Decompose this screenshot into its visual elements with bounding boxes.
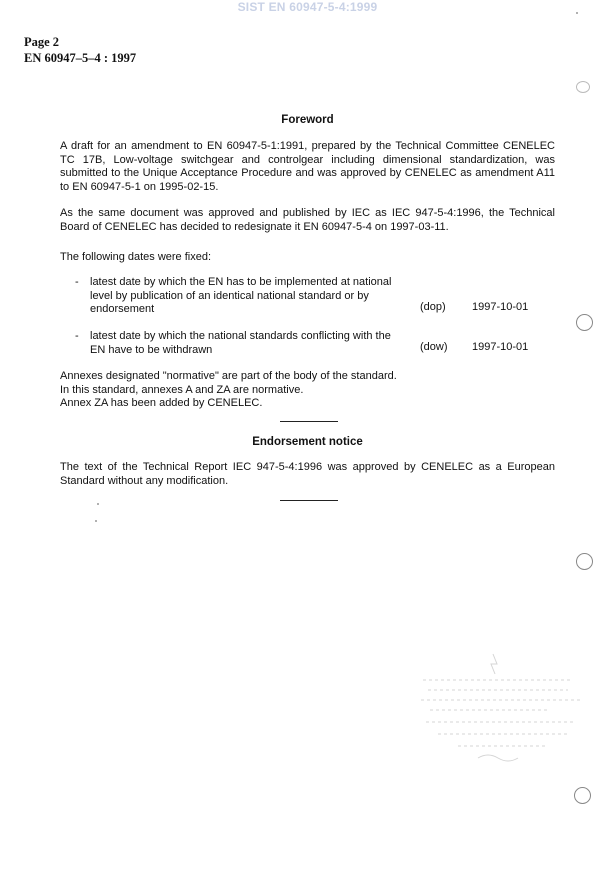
- scan-hole-mark: [576, 81, 590, 93]
- annex-notes: [60, 370, 555, 411]
- date-item-text: latest date by which the national standards conflicting with the EN have to be withdrawn: [90, 330, 391, 356]
- date-item-dop: [0, 276, 615, 320]
- scan-hole-mark: [576, 314, 593, 331]
- watermark-text: SIST EN 60947-5-4:1999: [237, 0, 378, 14]
- standard-id: EN 60947–5–4 : 1997: [24, 51, 137, 65]
- foreword-title: Foreword: [281, 114, 334, 126]
- date-value: 1997-10-01: [472, 341, 529, 353]
- date-item-text: latest date by which the EN has to be implemented at national level by publication of an identical national standard or by endorsement: [90, 276, 392, 315]
- scan-speck: [97, 503, 99, 505]
- section-divider: [280, 421, 338, 422]
- annex-note-2: In this standard, annexes A and ZA are normative.: [60, 383, 304, 396]
- scan-hole-mark: [574, 787, 591, 804]
- faded-stamp-image: [418, 648, 593, 768]
- end-divider: [280, 500, 338, 501]
- date-value: 1997-10-01: [472, 301, 529, 313]
- date-item-dow: [0, 330, 615, 360]
- date-code: (dow): [420, 341, 448, 353]
- list-dash: -: [75, 276, 79, 288]
- page-header: [24, 34, 136, 66]
- endorsement-title: Endorsement notice: [252, 436, 363, 448]
- annex-note-1: Annexes designated "normative" are part of the body of the standard.: [60, 370, 397, 382]
- list-dash: -: [75, 330, 79, 342]
- annex-note-3: Annex ZA has been added by CENELEC.: [60, 397, 263, 409]
- scan-hole-mark: [576, 553, 593, 570]
- date-code: (dop): [420, 301, 446, 313]
- foreword-paragraph-1: A draft for an amendment to EN 60947-5-1:1991, prepared by the Technical Committee CENELEC TC 17B, Low-voltage switchgear and controlgear including dimensional standardization, was submitted to the Unique Acceptance Procedure and was approved by CENELEC as amendment A11 to EN 60947-5-1 on 1995-02-15.: [60, 140, 555, 193]
- dates-intro: The following dates were fixed:: [60, 251, 212, 263]
- page-number: Page 2: [24, 35, 60, 49]
- scan-speck: [576, 12, 578, 14]
- scan-speck: [95, 520, 97, 522]
- endorsement-text: The text of the Technical Report IEC 947-5-4:1996 was approved by CENELEC as a European Standard without any modification.: [60, 461, 555, 487]
- foreword-paragraph-2: As the same document was approved and published by IEC as IEC 947-5-4:1996, the Technical Board of CENELEC has decided to redesignate it EN 60947-5-4 on 1997-03-11.: [60, 207, 555, 233]
